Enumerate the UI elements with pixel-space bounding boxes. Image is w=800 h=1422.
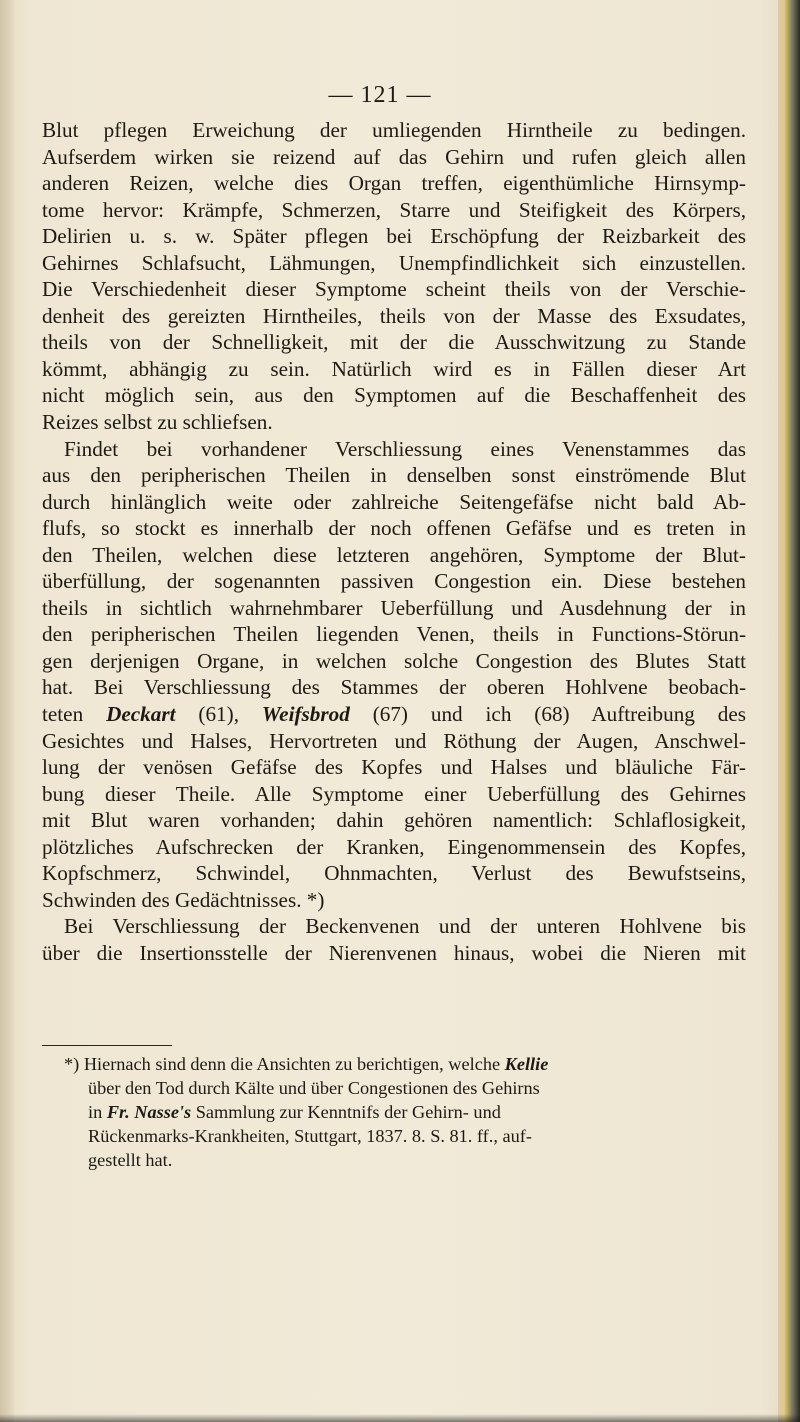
text-fragment: (67) und ich (68) Auftreibung des xyxy=(372,702,747,727)
text-line: über die Insertionsstelle der Nierenvenen hinaus, wobei die Nieren mit xyxy=(42,940,746,965)
footnote-line xyxy=(42,1100,746,1124)
text-line: flufs, so stockt es innerhalb der noch offenen Gefäfse und es treten in xyxy=(42,516,746,541)
body-text xyxy=(42,117,746,967)
footnote xyxy=(42,1052,746,1172)
author-name-weifsbrod: Weifsbrod xyxy=(261,702,350,727)
text-line: überfüllung, der sogenannten passiven Congestion ein. Diese bestehen xyxy=(42,569,746,594)
text-line: Kopfschmerz, Schwindel, Ohnmachten, Verlust des Bewufstseins, xyxy=(42,861,746,886)
text-line: anderen Reizen, welche dies Organ treffen, eigenthümliche Hirnsymp- xyxy=(42,171,746,196)
text-line: Reizes selbst zu schliefsen. xyxy=(42,410,273,435)
text-line: plötzliches Aufschrecken der Kranken, Eingenommensein des Kopfes, xyxy=(42,834,746,859)
text-line: durch hinlänglich weite oder zahlreiche Seitengefäfse nicht bald Ab- xyxy=(42,489,746,514)
author-name-nasse: Fr. Nasse's xyxy=(106,1102,192,1122)
footnote-text: Sammlung zur Kenntnifs der Gehirn- und xyxy=(195,1102,501,1122)
text-line: mit Blut waren vorhanden; dahin gehören namentlich: Schlaflosigkeit, xyxy=(42,808,746,833)
footnote-rule xyxy=(42,1045,172,1046)
page-binding-shadow xyxy=(0,0,14,1422)
text-line: theils in sichtlich wahrnehmbarer Ueberfüllung und Ausdehnung der in xyxy=(42,595,746,620)
text-line: Delirien u. s. w. Später pflegen bei Erschöpfung der Reizbarkeit des xyxy=(42,224,746,249)
footnote-text: in xyxy=(88,1102,103,1122)
text-line: Gesichtes und Halses, Hervortreten und Röthung der Augen, Anschwel- xyxy=(42,728,746,753)
page-right-edge xyxy=(778,0,800,1422)
footnote-line: gestellt hat. xyxy=(88,1150,173,1170)
footnote-line: über den Tod durch Kälte und über Congestionen des Gehirns xyxy=(88,1078,540,1098)
text-line: theils von der Schnelligkeit, mit der die Ausschwitzung zu Stande xyxy=(42,330,746,355)
text-line: Blut pflegen Erweichung der umliegenden Hirntheile zu bedingen. xyxy=(42,118,746,142)
text-fragment: teten xyxy=(42,702,84,727)
footnote-line xyxy=(42,1052,746,1076)
text-line: Findet bei vorhandener Verschliessung eines Venenstammes das xyxy=(64,436,746,461)
text-line: Bei Verschliessung der Beckenvenen und der unteren Hohlvene bis xyxy=(64,914,746,939)
text-line: Aufserdem wirken sie reizend auf das Gehirn und rufen gleich allen xyxy=(42,144,746,169)
text-line: gen derjenigen Organe, in welchen solche Congestion des Blutes Statt xyxy=(42,648,746,673)
page-bottom-shadow xyxy=(0,1414,800,1422)
text-line: denheit des gereizten Hirntheiles, theils von der Masse des Exsudates, xyxy=(42,303,746,328)
text-line: Gehirnes Schlafsucht, Lähmungen, Unempfindlichkeit sich einzustellen. xyxy=(42,250,746,275)
footnote-line: Rückenmarks-Krankheiten, Stuttgart, 1837. 8. S. 81. ff., auf- xyxy=(88,1126,532,1146)
text-line: Schwinden des Gedächtnisses. *) xyxy=(42,887,325,912)
text-line: den peripherischen Theilen liegenden Venen, theils in Functions-Störun- xyxy=(42,622,746,647)
text-line: bung dieser Theile. Alle Symptome einer Ueberfüllung des Gehirnes xyxy=(42,781,746,806)
text-fragment: (61), xyxy=(198,702,240,727)
text-line: nicht möglich sein, aus den Symptomen auf die Beschaffenheit des xyxy=(42,383,746,408)
text-line: kömmt, abhängig zu sein. Natürlich wird es in Fällen dieser Art xyxy=(42,356,746,381)
text-line: den Theilen, welchen diese letzteren angehören, Symptome der Blut- xyxy=(42,542,746,567)
footnote-marker: *) xyxy=(64,1054,80,1074)
footnote-text: Hiernach sind denn die Ansichten zu berichtigen, welche xyxy=(83,1054,501,1074)
text-line: aus den peripherischen Theilen in denselben sonst einströmende Blut xyxy=(42,463,746,488)
author-name-deckart: Deckart xyxy=(106,702,176,727)
page-number: — 121 — xyxy=(328,82,432,108)
text-line: Die Verschiedenheit dieser Symptome scheint theils von der Verschie- xyxy=(42,277,746,302)
text-line: tome hervor: Krämpfe, Schmerzen, Starre und Steifigkeit des Körpers, xyxy=(42,197,746,222)
author-name-kellie: Kellie xyxy=(504,1054,549,1074)
text-line: hat. Bei Verschliessung des Stammes der oberen Hohlvene beobach- xyxy=(42,675,746,700)
text-line-with-authors xyxy=(42,701,746,728)
text-line: lung der venösen Gefäfse des Kopfes und Halses und bläuliche Fär- xyxy=(42,755,746,780)
